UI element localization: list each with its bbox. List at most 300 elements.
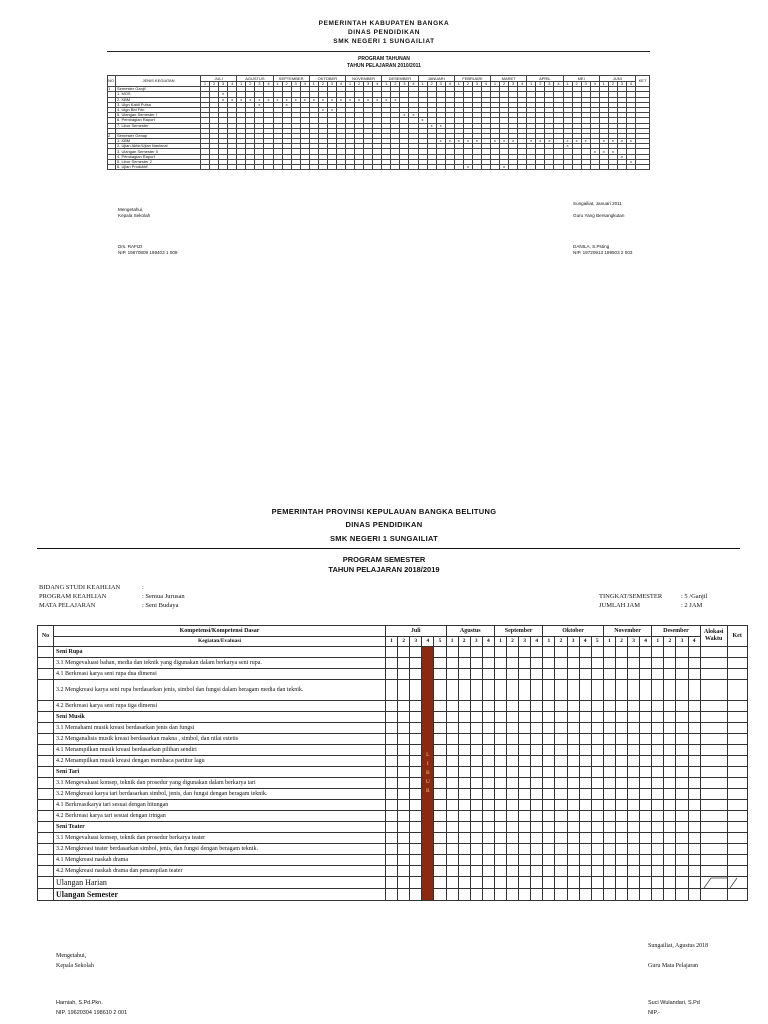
schedule-cell [579,811,591,822]
month-header: Juli [386,626,447,637]
page1-title-line-2: TAHUN PELAJARAN 2010/2011 [347,62,421,69]
schedule-cell [676,789,688,800]
page2-header [0,506,768,545]
col-alokasi [700,626,727,647]
kd-text: 3.2 Mengkreasi karya seni rupa berdasarkan jenis, simbol dan fungsi dalam beragam media dan teknik. [54,680,386,701]
annual-row-no: 1 [108,87,116,92]
page2-sign-date: Sungailiat, Agustus 2018 [648,943,709,949]
schedule-cell [470,877,482,889]
schedule-cell [201,165,210,170]
col-no: NO [108,76,116,87]
schedule-cell [519,658,531,669]
schedule-cell [507,855,519,866]
page1-sign-right-nip: NIP. 19720913 199503 2 003 [573,250,633,255]
schedule-cell [386,669,398,680]
schedule-cell [494,889,506,901]
schedule-cell [434,778,446,789]
schedule-cell [615,844,627,855]
schedule-cell [652,734,664,745]
schedule-cell [434,822,446,833]
page2-sign-right-name-block [648,998,700,1018]
schedule-cell [615,789,627,800]
schedule-cell [434,680,446,701]
schedule-cell [446,800,458,811]
schedule-cell [640,712,652,723]
schedule-cell [676,855,688,866]
alokasi-cell [700,778,727,789]
schedule-cell [664,877,676,889]
schedule-cell [309,165,318,170]
schedule-cell [494,822,506,833]
schedule-cell [628,745,640,756]
schedule-cell [543,723,555,734]
alokasi-cell [700,822,727,833]
schedule-cell [591,767,603,778]
ket-cell [727,789,747,800]
col-activity: JENIS KEGIATAN [116,76,201,87]
schedule-cell [676,877,688,889]
row-no-cell [38,844,54,855]
row-no-cell [38,701,54,712]
schedule-cell [386,734,398,745]
week-cell: 3 [581,82,590,87]
week-cell: 4 [481,82,490,87]
week-cell: 1 [454,82,463,87]
schedule-cell [210,165,219,170]
schedule-cell [640,800,652,811]
schedule-cell [688,877,700,889]
schedule-cell [567,822,579,833]
schedule-cell [509,165,518,170]
schedule-cell [591,712,603,723]
schedule-cell [400,165,409,170]
schedule-cell [494,658,506,669]
schedule-cell [591,789,603,800]
schedule-cell [608,165,617,170]
schedule-cell [398,811,410,822]
schedule-cell [391,165,400,170]
schedule-cell [398,767,410,778]
alokasi-cell [700,800,727,811]
schedule-cell [410,844,422,855]
page2-sign-right-name: Suci Wulandari, S.Pd [648,1000,700,1006]
alokasi-cell [700,756,727,767]
alokasi-cell [700,767,727,778]
schedule-cell [482,877,494,889]
schedule-cell [409,165,418,170]
schedule-cell [519,789,531,800]
week-cell: 2 [536,82,545,87]
schedule-cell [470,647,482,658]
schedule-cell [482,778,494,789]
libur-letter: R [425,788,430,794]
schedule-cell [664,647,676,658]
schedule-cell [603,855,615,866]
kd-row [38,734,748,745]
kd-row [38,756,748,767]
schedule-cell [458,767,470,778]
alokasi-cell [700,833,727,844]
schedule-cell [567,723,579,734]
schedule-cell [228,165,237,170]
col-ket: KET [636,76,650,87]
week-cell: 1 [418,82,427,87]
week-cell: 1 [446,637,458,647]
page2-header-line-1: PEMERINTAH PROVINSI KEPULAUAN BANGKA BELITUNG [271,507,497,516]
schedule-cell [446,789,458,800]
kd-row [38,701,748,712]
schedule-cell [555,800,567,811]
schedule-cell [482,789,494,800]
annual-row-no: 2 [108,133,116,138]
schedule-cell [688,767,700,778]
schedule-cell [398,669,410,680]
schedule-cell [531,734,543,745]
schedule-cell [652,844,664,855]
schedule-cell [386,680,398,701]
schedule-cell [434,712,446,723]
schedule-cell [676,822,688,833]
row-no-cell [38,723,54,734]
schedule-cell [507,822,519,833]
page1-header-line-2: DINAS PENDIDIKAN [347,29,421,36]
schedule-cell [219,165,228,170]
schedule-cell [591,855,603,866]
month-header: SEPTEMBER [273,76,309,82]
schedule-cell [579,855,591,866]
kd-text: 3.1 Mengevaluasi bahan, media dan teknik yang digunakan dalam berkarya seni rupa. [54,658,386,669]
schedule-cell [664,855,676,866]
schedule-cell [579,800,591,811]
schedule-cell [318,165,327,170]
row-no-cell [38,811,54,822]
schedule-cell [615,833,627,844]
schedule-cell [507,889,519,901]
schedule-cell [434,844,446,855]
ket-cell [727,844,747,855]
schedule-cell [519,800,531,811]
week-cell: 4 [640,637,652,647]
kd-row [38,745,748,756]
schedule-cell [543,734,555,745]
schedule-cell [664,889,676,901]
schedule-cell [434,701,446,712]
schedule-cell [458,669,470,680]
week-cell: 2 [398,637,410,647]
schedule-cell [628,712,640,723]
schedule-cell [482,647,494,658]
schedule-cell [555,669,567,680]
schedule-cell [664,833,676,844]
week-cell: 3 [255,82,264,87]
schedule-cell [470,756,482,767]
schedule-cell [398,844,410,855]
schedule-cell [507,669,519,680]
ket-cell [727,756,747,767]
schedule-cell [458,712,470,723]
week-cell: 4 [336,82,345,87]
schedule-cell [579,745,591,756]
schedule-cell [398,701,410,712]
section-title: Seni Rupa [54,647,386,658]
week-cell: 3 [628,637,640,647]
schedule-cell [628,767,640,778]
schedule-cell [591,680,603,701]
annual-row-label: 5. Ulangan Semester I [116,113,201,118]
schedule-cell [458,680,470,701]
page2-sign-left-nip: NIP. 19620304 198610 2 001 [56,1010,128,1016]
schedule-cell [410,767,422,778]
schedule-cell [398,877,410,889]
ket-cell [727,778,747,789]
schedule-cell [555,877,567,889]
schedule-cell [519,866,531,877]
schedule-cell [652,723,664,734]
week-cell: 3 [470,637,482,647]
schedule-cell [581,165,590,170]
info-row-program: PROGRAM KEAHLIAN : Semua Jurusan [39,593,185,600]
schedule-cell [555,680,567,701]
schedule-cell [482,844,494,855]
schedule-cell [591,889,603,901]
schedule-cell [494,855,506,866]
schedule-cell [652,756,664,767]
row-no-cell [38,712,54,723]
schedule-cell [458,889,470,901]
schedule-cell [470,855,482,866]
schedule-cell [579,669,591,680]
schedule-cell [664,756,676,767]
schedule-cell [436,165,445,170]
page1-header-line-1: PEMERINTAH KABUPATEN BANGKA [318,20,450,27]
libur-block [422,647,434,901]
schedule-cell [494,833,506,844]
schedule-cell [507,745,519,756]
week-cell: 1 [382,82,391,87]
week-cell: 2 [555,637,567,647]
week-cell: 3 [545,82,554,87]
page2-sign-right [648,941,708,971]
schedule-cell [603,712,615,723]
row-no-cell [38,822,54,833]
semester-week-row [38,637,748,647]
schedule-cell [519,811,531,822]
kd-text: 3.2 Mengkreasi teater berdasarkan simbol, jenis, dan fungsi dengan beragam teknik. [54,844,386,855]
alokasi-cell [700,712,727,723]
alokasi-cell [700,866,727,877]
schedule-cell [470,866,482,877]
ket-cell [727,822,747,833]
schedule-cell [688,712,700,723]
row-no-cell [38,833,54,844]
schedule-cell [688,889,700,901]
page2-header-line-3: SMK NEGERI 1 SUNGAILIAT [329,534,439,543]
schedule-cell [652,669,664,680]
schedule-cell [688,756,700,767]
schedule-cell [676,889,688,901]
schedule-cell [507,833,519,844]
schedule-cell [446,756,458,767]
ket-cell [727,712,747,723]
schedule-cell [603,811,615,822]
schedule-cell [386,778,398,789]
semester-program-table [37,625,748,901]
schedule-cell [482,680,494,701]
schedule-cell [398,833,410,844]
ket-cell [727,680,747,701]
week-cell: 4 [626,82,635,87]
info-row-bidang: BIDANG STUDI KEAHLIAN : [39,584,144,591]
week-cell: 4 [688,637,700,647]
schedule-cell [482,866,494,877]
week-cell: 1 [603,637,615,647]
schedule-cell [543,800,555,811]
kd-text: 4.1 Menampilkan musik kreasi berdasarkan pilihan sendiri [54,745,386,756]
schedule-cell [591,734,603,745]
schedule-cell [579,877,591,889]
section-row [38,822,748,833]
schedule-cell [543,789,555,800]
kd-text: 4.1 Mengkreasi naskah drama [54,855,386,866]
schedule-cell [579,756,591,767]
page2-header-line-2: DINAS PENDIDIKAN [345,520,423,529]
schedule-cell [386,789,398,800]
schedule-cell [688,658,700,669]
schedule-cell [470,811,482,822]
schedule-cell [543,658,555,669]
schedule-cell [628,844,640,855]
alokasi-cell [700,723,727,734]
schedule-cell [688,669,700,680]
schedule-cell [640,658,652,669]
schedule-cell [458,701,470,712]
schedule-cell [567,647,579,658]
kd-row [38,844,748,855]
schedule-cell [434,889,446,901]
page1-sign-date: Sungailiat, Januari 2011 [573,201,622,206]
week-cell: 2 [391,82,400,87]
schedule-cell [386,647,398,658]
week-cell: 2 [500,82,509,87]
schedule-cell [472,165,481,170]
schedule-cell [676,647,688,658]
schedule-cell [652,877,664,889]
kd-row [38,833,748,844]
col-kegiatan: Kegiatan/Evaluasi [54,637,386,647]
info-row-mapel: MATA PELAJARAN : Seni Budaya [39,602,179,609]
week-cell: 3 [219,82,228,87]
schedule-cell [494,767,506,778]
schedule-cell [640,822,652,833]
schedule-cell [676,767,688,778]
schedule-cell [434,811,446,822]
schedule-cell [470,844,482,855]
schedule-cell [591,844,603,855]
schedule-cell [640,811,652,822]
schedule-cell [652,712,664,723]
schedule-cell [470,833,482,844]
schedule-cell [494,701,506,712]
week-cell: 1 [563,82,572,87]
schedule-cell [494,778,506,789]
schedule-cell [676,658,688,669]
schedule-cell [664,701,676,712]
schedule-cell [507,756,519,767]
schedule-cell [446,877,458,889]
schedule-cell [615,647,627,658]
schedule-cell [273,165,282,170]
schedule-cell [591,647,603,658]
schedule-cell [628,877,640,889]
schedule-cell [398,800,410,811]
schedule-cell [688,647,700,658]
schedule-cell [603,701,615,712]
ket-cell [727,658,747,669]
schedule-cell [445,165,454,170]
schedule-cell [434,756,446,767]
schedule-cell [567,658,579,669]
schedule-cell [386,723,398,734]
week-cell: 4 [373,82,382,87]
schedule-cell [664,712,676,723]
schedule-cell [410,734,422,745]
page2-sign-left-name-block [56,998,127,1018]
schedule-cell [543,822,555,833]
schedule-cell [398,712,410,723]
schedule-cell [628,723,640,734]
kd-row [38,811,748,822]
schedule-cell [519,889,531,901]
schedule-cell [543,756,555,767]
col-alokasi-line-2: Waktu [704,636,723,642]
schedule-cell [640,701,652,712]
alokasi-cell [700,855,727,866]
schedule-cell [531,701,543,712]
schedule-cell [386,844,398,855]
schedule-cell [603,877,615,889]
schedule-cell [507,680,519,701]
schedule-cell [567,877,579,889]
schedule-cell [555,723,567,734]
schedule-cell [617,165,626,170]
schedule-cell [543,889,555,901]
schedule-cell [482,767,494,778]
week-cell: 1 [491,82,500,87]
schedule-cell [603,658,615,669]
schedule-cell [640,647,652,658]
schedule-cell [640,855,652,866]
schedule-cell [579,866,591,877]
schedule-cell [579,712,591,723]
schedule-cell [355,165,364,170]
annual-row-label: Semester Genap [116,133,201,138]
schedule-cell [410,712,422,723]
row-no-cell [38,855,54,866]
month-header: JANUARI [418,76,454,82]
schedule-cell [494,680,506,701]
section-title: Seni Teater [54,822,386,833]
kd-text: 4.1 Berkreasi karya seni rupa dua dimensi [54,669,386,680]
schedule-cell [676,712,688,723]
annual-row-label: 4. Pembagian Raport [116,154,201,159]
schedule-cell [446,822,458,833]
schedule-cell [470,767,482,778]
schedule-cell [494,877,506,889]
page1-title-line-1: PROGRAM TAHUNAN [358,56,410,62]
schedule-cell [470,680,482,701]
schedule-cell [591,658,603,669]
schedule-cell [579,844,591,855]
